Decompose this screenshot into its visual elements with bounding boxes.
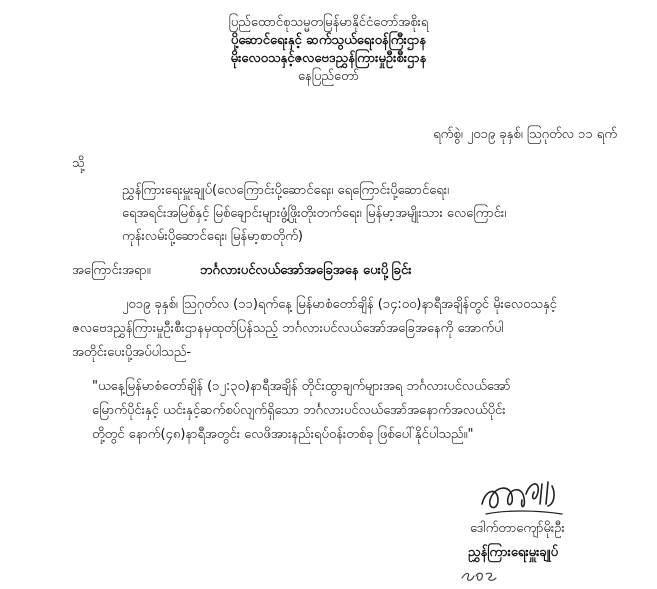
body-line: ၂၀၁၉ ခုနှစ်၊ ဩဂုတ်လ (၁၁)ရက်နေ့ မြန်မာစံတော်ချိန် (၁၄:၀၀)နာရီအချိန်တွင် မိုးလေဝသနှင့်: [122, 297, 557, 312]
subject-label: အကြောင်းအရာ။: [72, 263, 151, 278]
signatory-name: ဒေါက်တာကျော်မိုးဦး: [470, 521, 565, 536]
signatory-title: ညွှန်ကြားရေးမှူးချုပ်: [468, 545, 559, 560]
body-line: အတိုင်းပေးပို့အပ်ပါသည်-: [72, 345, 192, 360]
recipient-line: ကုန်းလမ်းပို့ဆောင်ရေး၊ မြန်မာ့စာတိုက်): [122, 229, 303, 244]
body-line: ဇလဗေဒညွှန်ကြားမှုဦးစီးဌာနမှထုတ်ပြန်သည့် ဘင်္ဂလားပင်လယ်အော်အခြေအနေကို အောက်ပါ: [72, 321, 504, 336]
quote-line: တို့တွင် နောက်(၄၈)နာရီအတွင်း လေဖိအားနည်းရပ်ဝန်းတစ်ခု ဖြစ်ပေါ်နိုင်ပါသည်။": [92, 427, 474, 442]
recipient-line: ရေအရင်းအမြစ်နှင့် မြစ်ချောင်းများဖွံ့ဖြိုးတိုးတက်ရေး၊ မြန်မာ့အမျိုးသား လေကြောင်း၊: [122, 206, 507, 221]
to-label: သို့: [72, 156, 85, 171]
handwritten-initials: [460, 568, 500, 584]
quote-line: မြောက်ပိုင်းနှင့် ယင်းနှင့်ဆက်စပ်လျက်ရှိသော ဘင်္ဂလားပင်လယ်အော်အနောက်အလယ်ပိုင်း: [92, 403, 506, 418]
ministry-header-line-2: ပို့ဆောင်ရေးနှင့် ဆက်သွယ်ရေးဝန်ကြီးဌာန: [230, 33, 427, 48]
ministry-header-line-1: ပြည်ထောင်စုသမ္မတမြန်မာနိုင်ငံတော်အစိုးရ: [228, 15, 429, 30]
handwritten-signature: [476, 474, 566, 520]
location-header-line: နေပြည်တော်: [297, 69, 359, 84]
quote-line: "ယနေ့မြန်မာစံတော်ချိန် (၁၂:၃၀)နာရီအချိန် တိုင်းထွာချက်များအရ ဘင်္ဂလားပင်လယ်အော်: [92, 379, 511, 394]
letter-date: ရက်စွဲ၊ ၂၀၁၉ ခုနှစ်၊ ဩဂုတ်လ ၁၁ ရက်: [433, 127, 617, 142]
subject-text: ဘင်္ဂလားပင်လယ်အော်အခြေအနေ ပေးပို့ခြင်း: [200, 263, 412, 278]
department-header-line: မိုးလေဝသနှင့်ဇလဗေဒညွှန်ကြားမှုဦးစီးဌာန: [230, 51, 427, 66]
recipient-line: ညွှန်ကြားရေးမှူးချုပ်(လေကြောင်းပို့ဆောင်ရေး၊ ရေကြောင်းပို့ဆောင်ရေး၊: [122, 183, 450, 198]
